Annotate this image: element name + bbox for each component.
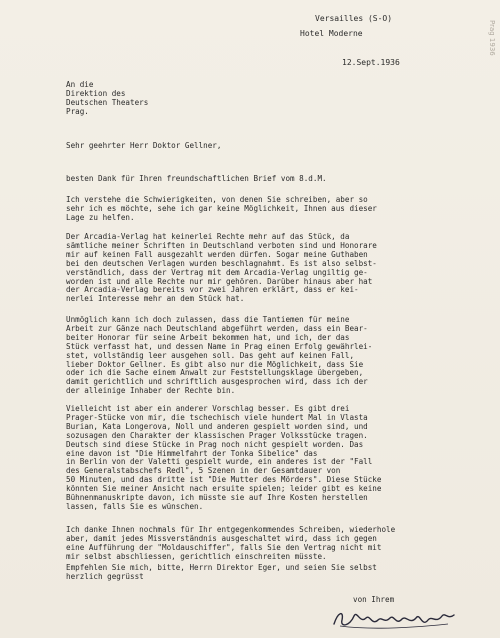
text-line: aber, damit jedes Missverständnis ausgeschaltet wird, dass ich gegen [66,533,377,543]
text-line: der Arcadia-Verlag bereits vor zwei Jahren erklärt, dass er kei- [66,285,359,295]
text-line: nerlei Interesse mehr an dem Stück hat. [66,294,245,304]
text-line: Empfehlen Sie mich, bitte, Herrn Direktor Eger, und seien Sie selbst [66,563,377,572]
paragraph-6 [66,526,476,562]
text-line: oder ich die Sache einem Anwalt zur Feststellungsklage übergeben, [66,368,364,378]
address-line: Deutschen Theaters [66,97,149,107]
text-line: des Generalstabschefs Redl", 5 Szenen in der Gesamtdauer von [66,466,341,476]
text-line: mir selbst abschliessen, gerichtlich einschreiten müsste. [66,551,327,561]
paragraph-2 [66,196,476,223]
text-line: mir auf keinen Fall ausgezahlt werden dürfen. Sogar meine Guthaben [66,249,368,259]
text-line: bei den deutschen Verlagen wurden beschlagnahmt. Es ist also selbst- [66,258,377,268]
text-line: lieber Doktor Gellner. Es gibt also nur die Möglichkeit, dass Sie [66,359,364,369]
pencil-annotation: Prag 1936 [488,20,496,56]
text-line: Lage zu helfen. [66,212,135,222]
text-line: Arbeit zur Gänze nach Deutschland abgeführt werden, dass ein Bear- [66,323,368,333]
text-line: Ich verstehe die Schwierigkeiten, von denen Sie schreiben, aber so [66,195,368,204]
salutation: Sehr geehrter Herr Doktor Gellner, [66,141,222,150]
text-line: Vielleicht ist aber ein anderer Vorschlag besser. Es gibt drei [66,404,350,413]
recipient-address [66,81,476,117]
text-line: der alleinige Inhaber der Rechte bin. [66,386,236,396]
text-line: in Berlin von der Valetti gespielt wurde, ein anderes ist der "Fall [66,457,373,467]
text-line: Deutsch sind diese Stücke in Prag noch nicht gespielt worden. Das [66,439,364,449]
paragraph-3 [66,233,476,304]
address-line: An die [66,80,94,89]
handwritten-signature [330,606,460,632]
closing: von Ihrem [353,595,395,604]
text-line: könnten Sie meiner Ansicht nach ersuite spielen; leider gibt es keine [66,484,382,494]
text-line: verständlich, dass der Vertrag mit dem Arcadia-Verlag ungiltig ge- [66,267,368,277]
text-line: Burian, Kata Longerova, Noll und anderen gespielt worden sind, und [66,421,368,431]
header-city: Versailles (S-O) [315,14,393,23]
text-line: Prager-Stücke von mir, die tschechisch viele hundert Mal in Vlasta [66,412,368,422]
address-line: Direktion des [66,88,126,98]
text-line: damit gerichtlich und schriftlich ausgesprochen wird, dass ich der [66,377,368,387]
paragraph-7 [66,564,476,582]
paragraph-5 [66,405,476,512]
paragraph-4 [66,316,476,396]
text-line: Der Arcadia-Verlag hat keinerlei Rechte mehr auf das Stück, da [66,232,350,241]
text-line: lassen, falls Sie es wünschen. [66,501,204,511]
text-line: sehr ich es möchte, sehe ich gar keine Möglichkeit, Ihnen aus dieser [66,203,377,213]
text-line: Bühnenmanuskripte davon, ich müsste sie auf Ihre Kosten herstellen [66,493,368,503]
paragraph-1 [66,175,476,184]
header-hotel: Hotel Moderne [300,29,363,38]
text-line: eine Aufführung der "Moldauschiffer", falls Sie den Vertrag nicht mit [66,542,382,552]
header-date: 12.Sept.1936 [342,58,400,67]
text-line: Ich danke Ihnen nochmals für Ihr entgegenkommendes Schreiben, wiederhole [66,525,396,534]
text-line: Unmöglich kann ich doch zulassen, dass die Tantiemen für meine [66,315,350,324]
text-line: worden ist und alle Rechte nur mir gehören. Darüber hinaus aber hat [66,276,373,286]
text-line: eine davon ist "Die Himmelfahrt der Tonka Sibelice" das [66,448,318,458]
text-line: besten Dank für Ihren freundschaftlichen Brief vom 8.d.M. [66,174,327,183]
address-line: Prag. [66,106,89,116]
text-line: herzlich gegrüsst [66,571,144,581]
text-line: 50 Minuten, und das dritte ist "Die Mutter des Mörders". Diese Stücke [66,475,382,485]
text-line: Stück verfasst hat, und dessen Name in Prag einen Erfolg gewährlei- [66,341,373,351]
text-line: sozusagen den Charakter der klassischen Prager Volksstücke tragen. [66,430,368,440]
text-line: sämtliche meiner Schriften in Deutschland verboten sind und Honorare [66,240,377,250]
text-line: beiter Honorar für seine Arbeit bekommen hat, und ich, der das [66,332,350,342]
text-line: stet, vollständig leer ausgehen soll. Das geht auf keinen Fall, [66,350,355,360]
